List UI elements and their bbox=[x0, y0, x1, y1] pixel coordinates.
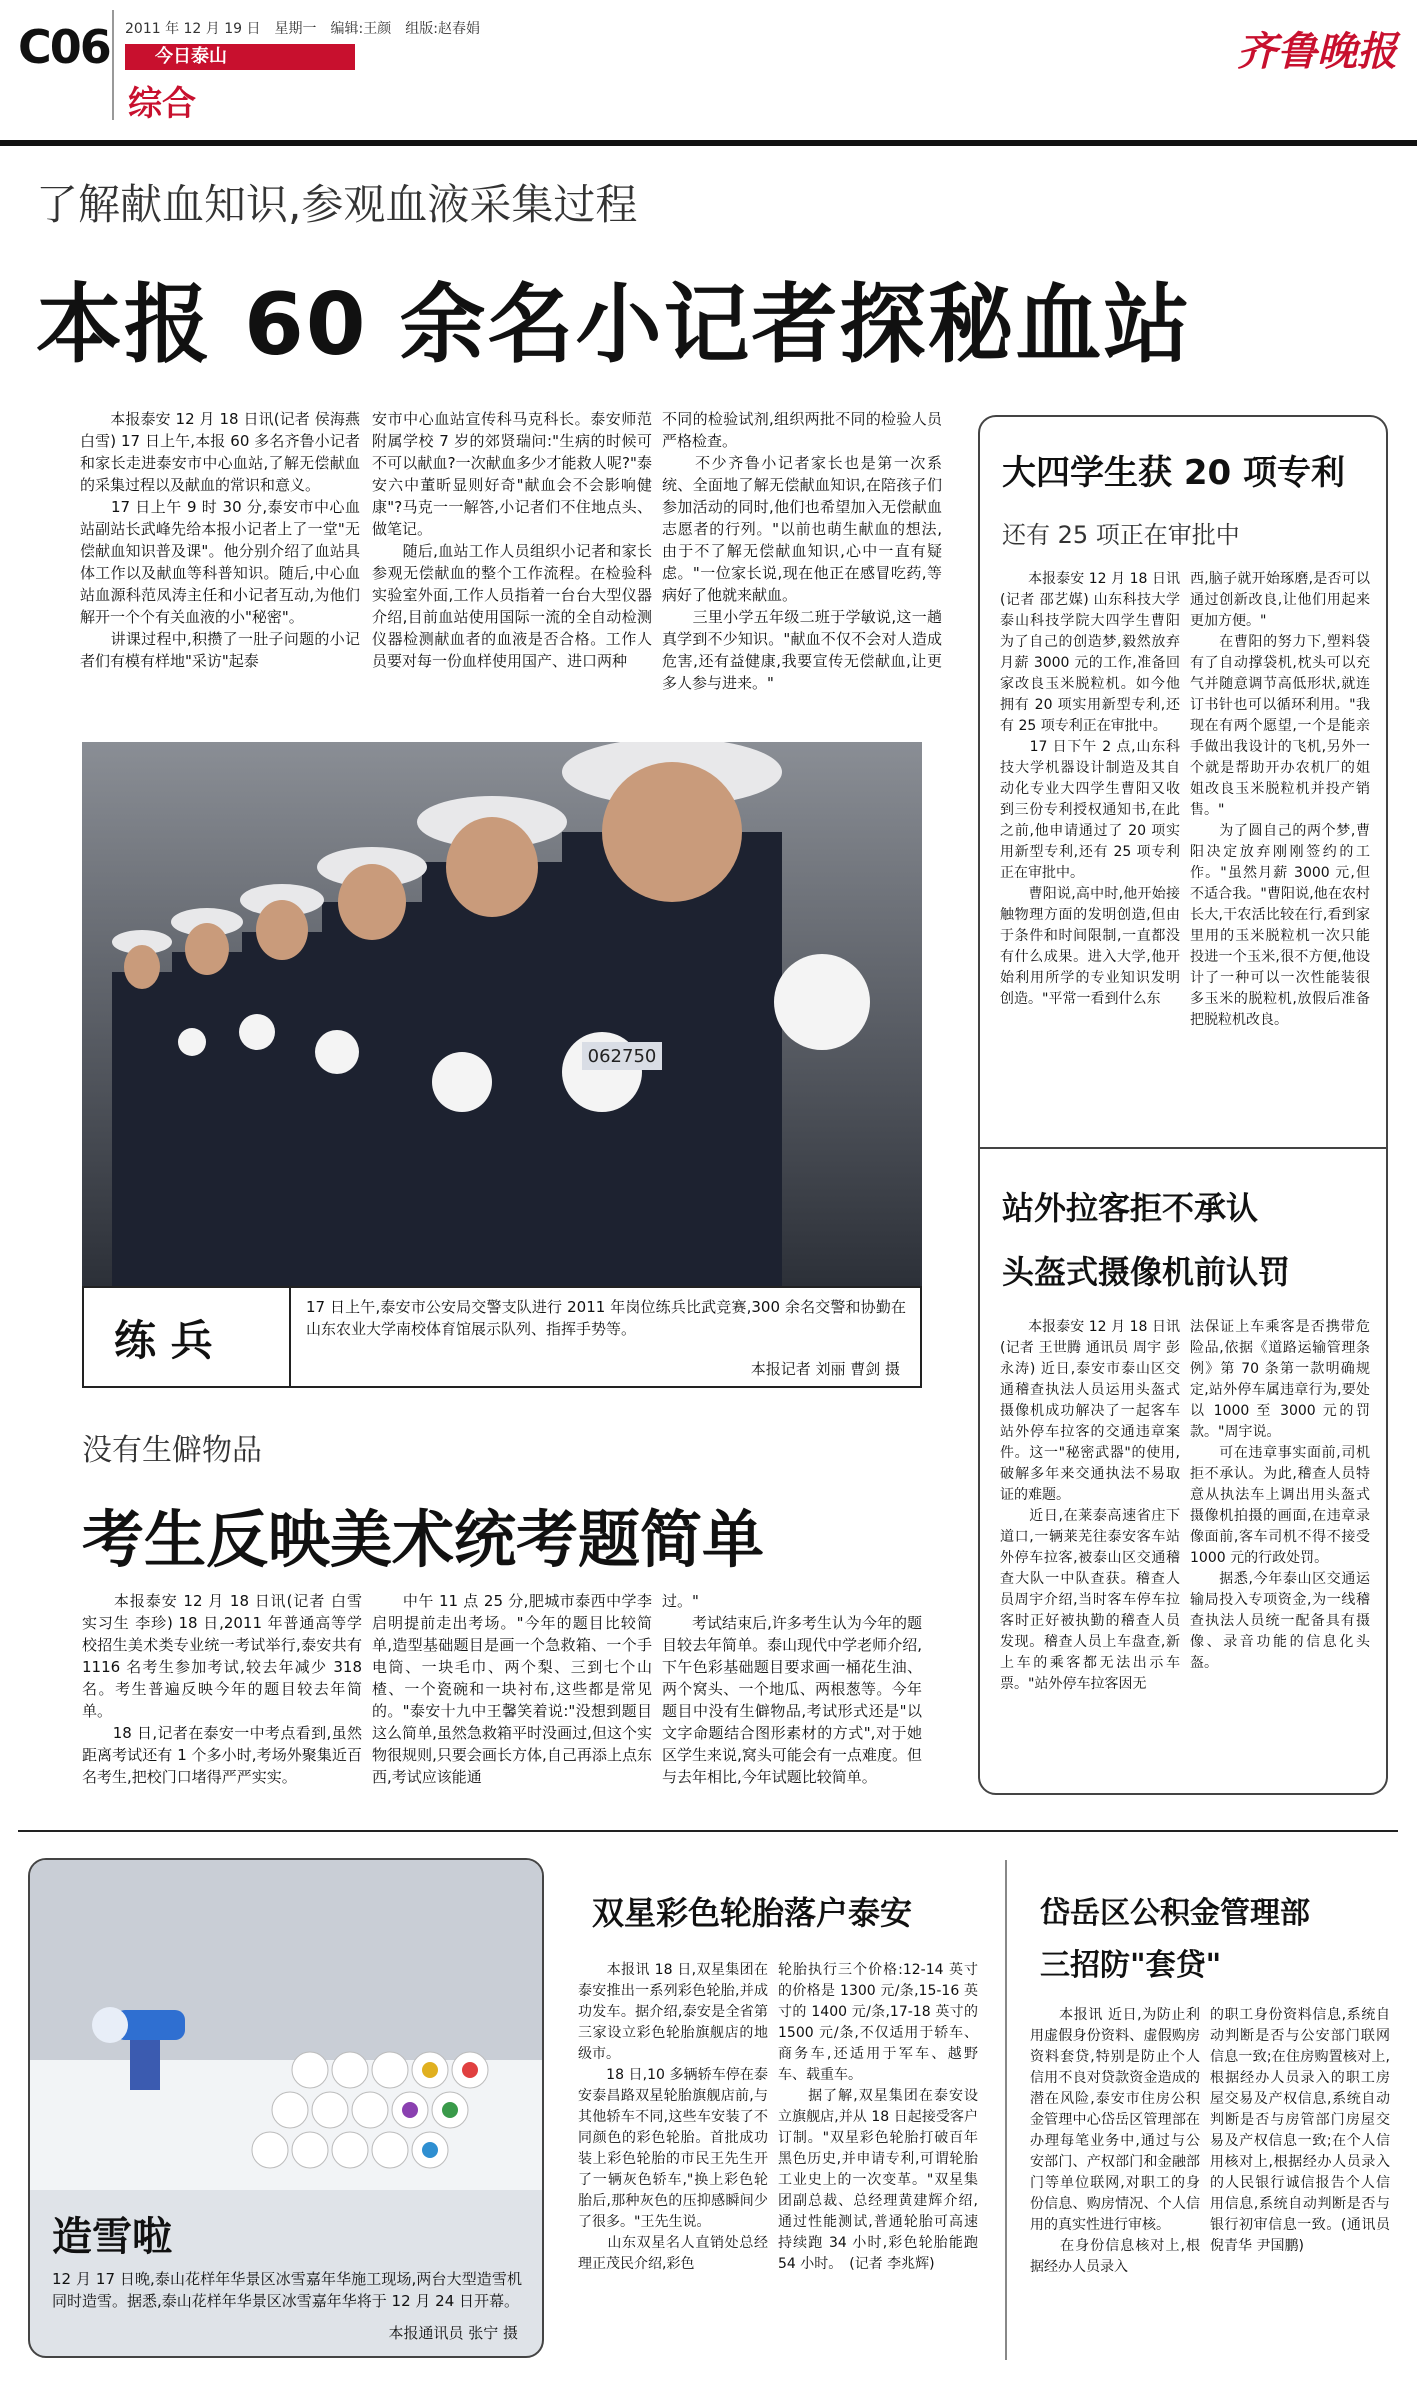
patent-column-2: 西,脑子就开始琢磨,是否可以通过创新改良,让他们用起来更加方便。" 在曹阳的努力下,塑料袋有了自动撑袋机,枕头可以充气并随意调节高低形状,就连订书针也可以循环利用。"我现在有两个愿望,一个是能亲手做出我设计的飞机,另外一个就是帮助开办农机厂的姐姐改良玉米脱粒机并投产销售。" 为了圆自己的两个梦,曹阳决定放弃刚刚签约的工作。"虽然月薪 3000 元,但不适合我。"曹阳说,他在农村长大,干农活比较在行,看到家里用的玉米脱粒机一次只能投进一个玉米,很不方便,他设计了一种可以一次性能装很多玉米的脱粒机,放假后准备把脱粒机改良。 bbox=[1190, 571, 1370, 1028]
patent-column-1: 本报泰安 12 月 18 日讯(记者 邵艺媒) 山东科技大学泰山科技学院大四学生曹阳为了自己的创造梦,毅然放弃月薪 3000 元的工作,准备回家改良玉米脱粒机。如今他拥有 20 项实用新型专利,还有 25 项专利正在审批中。 17 日下午 2 点,山东科技大学机器设计制造及其自动化专业大四学生曹阳又收到三份专利授权通知书,在此之前,他申请通过了 20 项实用新型专利,还有 25 项专利正在审批中。 曹阳说,高中时,他开始接触物理方面的发明创造,但由于条件和时间限制,一直都没有什么成果。进入大学,他开始利用所学的专业知识发明创造。"平常一看到什么东 bbox=[1000, 571, 1180, 1007]
photo-credit: 本报记者 刘丽 曹剑 摄 bbox=[750, 1360, 900, 1378]
patent-headline: 大四学生获 20 项专利 bbox=[1002, 453, 1345, 493]
photo-label: 练 兵 bbox=[114, 1316, 213, 1365]
lead-kicker: 了解献血知识,参观血液采集过程 bbox=[36, 180, 638, 229]
exam-headline: 考生反映美术统考题简单 bbox=[82, 1503, 765, 1576]
snow-photo bbox=[30, 1860, 544, 2190]
snow-credit: 本报通讯员 张宁 摄 bbox=[388, 2324, 518, 2342]
caption-divider bbox=[289, 1288, 291, 1388]
tire-column-1: 本报讯 18 日,双星集团在泰安推出一系列彩色轮胎,并成功发车。据介绍,泰安是全省第三家设立彩色轮胎旗舰店的地级市。 18 日,10 多辆轿车停在泰安泰昌路双星轮胎旗舰店前,与其他轿车不同,这些车安装了不同颜色的彩色轮胎。首批成功装上彩色轮胎的市民王先生开了一辆灰色轿车,"换上彩色轮胎后,那种灰色的压抑感瞬间少了很多。"王先生说。 山东双星名人直销处总经理正茂民介绍,彩色 bbox=[578, 1962, 768, 2272]
bottom-divider bbox=[1005, 1860, 1007, 2360]
date-line: 2011 年 12 月 19 日 星期一 编辑:王颜 组版:赵春娟 bbox=[125, 21, 480, 37]
snow-label: 造雪啦 bbox=[52, 2214, 172, 2260]
exam-kicker: 没有生僻物品 bbox=[82, 1433, 262, 1468]
exam-column-2: 中午 11 点 25 分,肥城市泰西中学李启明提前走出考场。"今年的题目比较简单,造型基础题目是画一个急救箱、一个手电筒、一块毛巾、两个梨、三到七个山楂、一个瓷碗和一块衬布,这些都是常见的。"泰安十九中王馨笑着说:"没想到题目这么简单,虽然急救箱平时没画过,但这个实物很规则,只要会画长方体,自己再添上点东西,考试应该能通 bbox=[372, 1592, 652, 1786]
header-divider bbox=[112, 10, 114, 120]
lead-column-3: 不同的检验试剂,组织两批不同的检验人员严格检查。 不少齐鲁小记者家长也是第一次系统、全面地了解无偿献血知识,在陪孩子们参加活动的同时,他们也希望加入无偿献血志愿者的行列。"以前也萌生献血的想法,由于不了解无偿献血知识,心中一直有疑虑。"一位家长说,现在他正在感冒吃药,等病好了他就来献血。 三里小学五年级二班于学敏说,这一趟真学到不少知识。"献血不仅不会对人造成危害,还有益健康,我要宣传无偿献血,让更多人参与进来。" bbox=[662, 410, 942, 692]
section-title: 综合 bbox=[128, 84, 196, 124]
police-drill-photo bbox=[82, 742, 922, 1286]
lead-headline: 本报 60 余名小记者探秘血站 bbox=[36, 275, 1192, 375]
tire-headline: 双星彩色轮胎落户泰安 bbox=[592, 1894, 913, 1932]
newspaper-logo: 齐鲁晚报 bbox=[1237, 28, 1397, 75]
snow-photo-box bbox=[28, 1858, 544, 2358]
fund-column-2: 的职工身份资料信息,系统自动判断是否与公安部门联网信息一致;在住房购置核对上,根据经办人员录入的职工房屋交易及产权信息,系统自动判断是否与房管部门房屋交易及产权信息一致;在个人信用核对上,根据经办人员录入的人民银行诚信报告个人信用信息,系统自动判断是否与银行初审信息一致。(通讯员 倪青华 尹国鹏) bbox=[1210, 2007, 1395, 2254]
snow-caption: 12 月 17 日晚,泰山花样年华景区冰雪嘉年华施工现场,两台大型造雪机同时造雪。据悉,泰山花样年华景区冰雪嘉年华将于 12 月 24 日开幕。 bbox=[52, 2270, 522, 2310]
lead-column-1: 本报泰安 12 月 18 日讯(记者 侯海燕 白雪) 17 日上午,本报 60 多名齐鲁小记者和家长走进泰安市中心血站,了解无偿献血的采集过程以及献血的常识和意义。 17 日上午 9 时 30 分,泰安市中心血站副站长武峰先给本报小记者上了一堂"无偿献血知识普及课"。他分别介绍了血站具体工作以及献血等科普知识。随后,中心血站血源科范凤涛主任和小记者互动,为他们解开一个个有关血液的小"秘密"。 讲课过程中,积攒了一肚子问题的小记者们有模有样地"采访"起泰 bbox=[80, 410, 360, 670]
exam-column-3: 过。" 考试结束后,许多考生认为今年的题目较去年简单。泰山现代中学老师介绍,下午色彩基础题目要求画一桶花生油、两个窝头、一个地瓜、两根葱等。今年题目中没有生僻物品,考试形式还是"以文字命题结合图形素材的方式",对于她区学生来说,窝头可能会有一点难度。但与去年相比,今年试题比较简单。 bbox=[662, 1592, 922, 1786]
fund-headline-2: 三招防"套贷" bbox=[1040, 1948, 1222, 1983]
right-rail-box bbox=[978, 415, 1388, 1795]
rail-divider bbox=[980, 1147, 1386, 1149]
lead-column-2: 安市中心血站宣传科马克科长。泰安师范附属学校 7 岁的郊贤瑞问:"生病的时候可不可以献血?一次献血多少才能救人呢?"泰安六中董昕显则好奇"献血会不会影响健康"?马克一一解答,小记者们不住地点头、做笔记。 随后,血站工作人员组织小记者和家长参观无偿献血的整个工作流程。在检验科实验室外面,工作人员指着一台台大型仪器介绍,目前血站使用国际一流的全自动检测仪器检测献血者的血液是否合格。工作人员要对每一份血样使用国产、进口两种 bbox=[372, 410, 652, 670]
fund-column-1: 本报讯 近日,为防止利用虚假身份资料、虚假购房资料套贷,特别是防止个人信用不良对贷款资金造成的潜在风险,泰安市住房公积金管理中心岱岳区管理部在办理每笔业务中,通过与公安部门、产权部门和金融部门等单位联网,对职工的身份信息、购房情况、个人信用的真实性进行审核。 在身份信息核对上,根据经办人员录入 bbox=[1030, 2007, 1200, 2275]
photo-caption-box bbox=[82, 1286, 922, 1388]
header-rule bbox=[0, 140, 1417, 146]
badge-number: 062750 bbox=[587, 1046, 657, 1067]
police-drill-illustration bbox=[82, 742, 922, 1286]
section-rule bbox=[18, 1830, 1398, 1832]
channel-bar: 今日泰山 bbox=[125, 44, 355, 70]
taxi-headline-2: 头盔式摄像机前认罚 bbox=[1002, 1253, 1291, 1291]
exam-column-1: 本报泰安 12 月 18 日讯(记者 白雪 实习生 李珍) 18 日,2011 年普通高等学校招生美术类专业统一考试举行,泰安共有 1116 名考生参加考试,较去年减少 318 名。考生普遍反映今年的题目较去年简单。 18 日,记者在泰安一中考点看到,虽然距离考试还有 1 个多小时,考场外聚集近百名考生,把校门口堵得严严实实。 bbox=[82, 1592, 362, 1786]
taxi-headline-1: 站外拉客拒不承认 bbox=[1002, 1189, 1259, 1227]
patent-subheadline: 还有 25 项正在审批中 bbox=[1002, 521, 1240, 549]
taxi-column-1: 本报泰安 12 月 18 日讯(记者 王世腾 通讯员 周宇 彭永涛) 近日,泰安市泰山区交通稽查执法人员运用头盔式摄像机成功解决了一起客车站外停车拉客的交通违章案件。这一"秘密武器"的使用,破解多年来交通执法不易取证的难题。 近日,在莱泰高速省庄下道口,一辆莱芜往泰安客车站外停车拉客,被泰山区交通稽查大队一中队查获。稽查人员周宇介绍,当时客车停车拉客时正好被执勤的稽查人员发现。稽查人员上车盘查,新上车的乘客都无法出示车票。"站外停车拉客因无 bbox=[1000, 1319, 1180, 1692]
fund-headline-1: 岱岳区公积金管理部 bbox=[1040, 1896, 1310, 1931]
tire-column-2: 轮胎执行三个价格:12-14 英寸的价格是 1300 元/条,15-16 英寸的 1400 元/条,17-18 英寸的 1500 元/条,不仅适用于轿车、商务车,还适用于军车、越野车、载重车。 据了解,双星集团在泰安设立旗舰店,并从 18 日起接受客户订制。"双星彩色轮胎打破百年黑色历史,并申请专利,可谓轮胎工业史上的一次变革。"双星集团副总裁、总经理黄建辉介绍,通过性能测试,普通轮胎可高速持续跑 34 小时,彩色轮胎能跑 54 小时。 (记者 李兆辉) bbox=[778, 1962, 978, 2272]
photo-caption: 17 日上午,泰安市公安局交警支队进行 2011 年岗位练兵比武竞赛,300 余名交警和协勤在山东农业大学南校体育馆展示队列、指挥手势等。 bbox=[306, 1298, 906, 1338]
taxi-column-2: 法保证上车乘客是否携带危险品,依据《道路运输管理条例》第 70 条第一款明确规定,站外停车属违章行为,要处以 1000 至 3000 元的罚款。"周宇说。 可在违章事实面前,司机拒不承认。为此,稽查人员特意从执法车上调出用头盔式摄像机拍摄的画面,在违章录像面前,客车司机不得不接受 1000 元的行政处罚。 据悉,今年泰山区交通运输局投入专项资金,为一线稽查执法人员统一配备具有摄像、录音功能的信息化头盔。 bbox=[1190, 1319, 1370, 1671]
page-number: C06 bbox=[18, 20, 110, 74]
